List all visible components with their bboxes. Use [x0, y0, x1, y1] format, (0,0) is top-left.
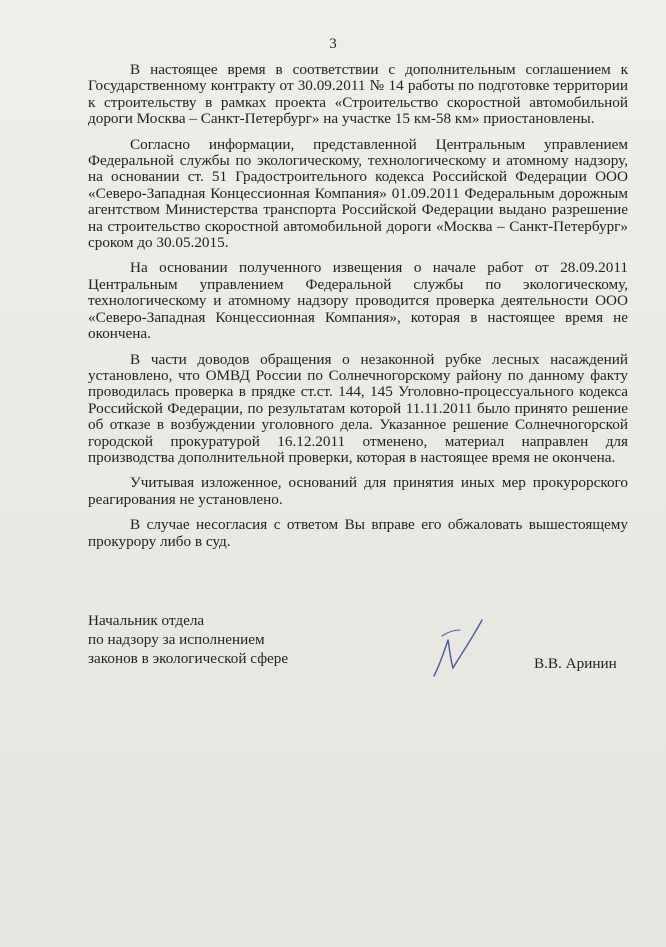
- position-line-1: Начальник отдела: [88, 612, 205, 629]
- paragraph-illegal-logging: В части доводов обращения о незаконной рубке лесных насаждений установлено, что ОМВД России по Солнечногорскому району по данному факту проводилась проверка в прядке ст.ст. 144, 145 Уголовно-процессуального кодекса Российской Федерации, по результатам которой 11.11.2011 было принято решение об отказе в возбуждении уголовного дела. Указанное решение Солнечногорской городской прокуратурой 16.12.2011 отменено, материал направлен для производства дополнительной проверки, которая в настоящее время не окончена.: [88, 350, 628, 466]
- position-line-2: по надзору за исполнением: [88, 631, 265, 648]
- handwritten-signature: [420, 606, 500, 686]
- position-line-3: законов в экологической сфере: [88, 650, 289, 667]
- page-number: 3: [329, 36, 337, 52]
- signatory-position: [88, 611, 288, 668]
- signatory-name: В.В. Аринин: [534, 655, 617, 672]
- paragraph-inspection: На основании полученного извещения о начале работ от 28.09.2011 Центральным управлением Федеральной службы по экологическому, технологическому и атомному надзору проводится проверка деятельности ООО «Северо-Западная Концессионная Компания», которая в настоящее время не окончена.: [88, 259, 628, 343]
- paragraph-construction-permit: Согласно информации, представленной Центральным управлением Федеральной службы по экологическому, технологическому и атомному надзору, на основании ст. 51 Градостроительного кодекса Российской Федерации ООО «Северо-Западная Концессионная Компания» 01.09.2011 Федеральным дорожным агентством Министерства транспорта Российской Федерации выдано разрешение на строительство скоростной автомобильной дороги «Москва – Санкт-Петербург» сроком до 30.05.2015.: [88, 135, 628, 252]
- paragraph-conclusion: Учитывая изложенное, оснований для принятия иных мер прокурорского реагирования не установлено.: [88, 474, 628, 508]
- paragraph-appeal: В случае несогласия с ответом Вы вправе его обжаловать вышестоящему прокурору либо в суд.: [88, 516, 628, 550]
- letter-body: [88, 62, 628, 559]
- paragraph-work-suspended: В настоящее время в соответствии с дополнительным соглашением к Государственному контракту от 30.09.2011 № 14 работы по подготовке территории к строительству в рамках проекта «Строительство скоростной автомобильной дороги Москва – Санкт-Петербург» на участке 15 км-58 км» приостановлены.: [88, 61, 628, 128]
